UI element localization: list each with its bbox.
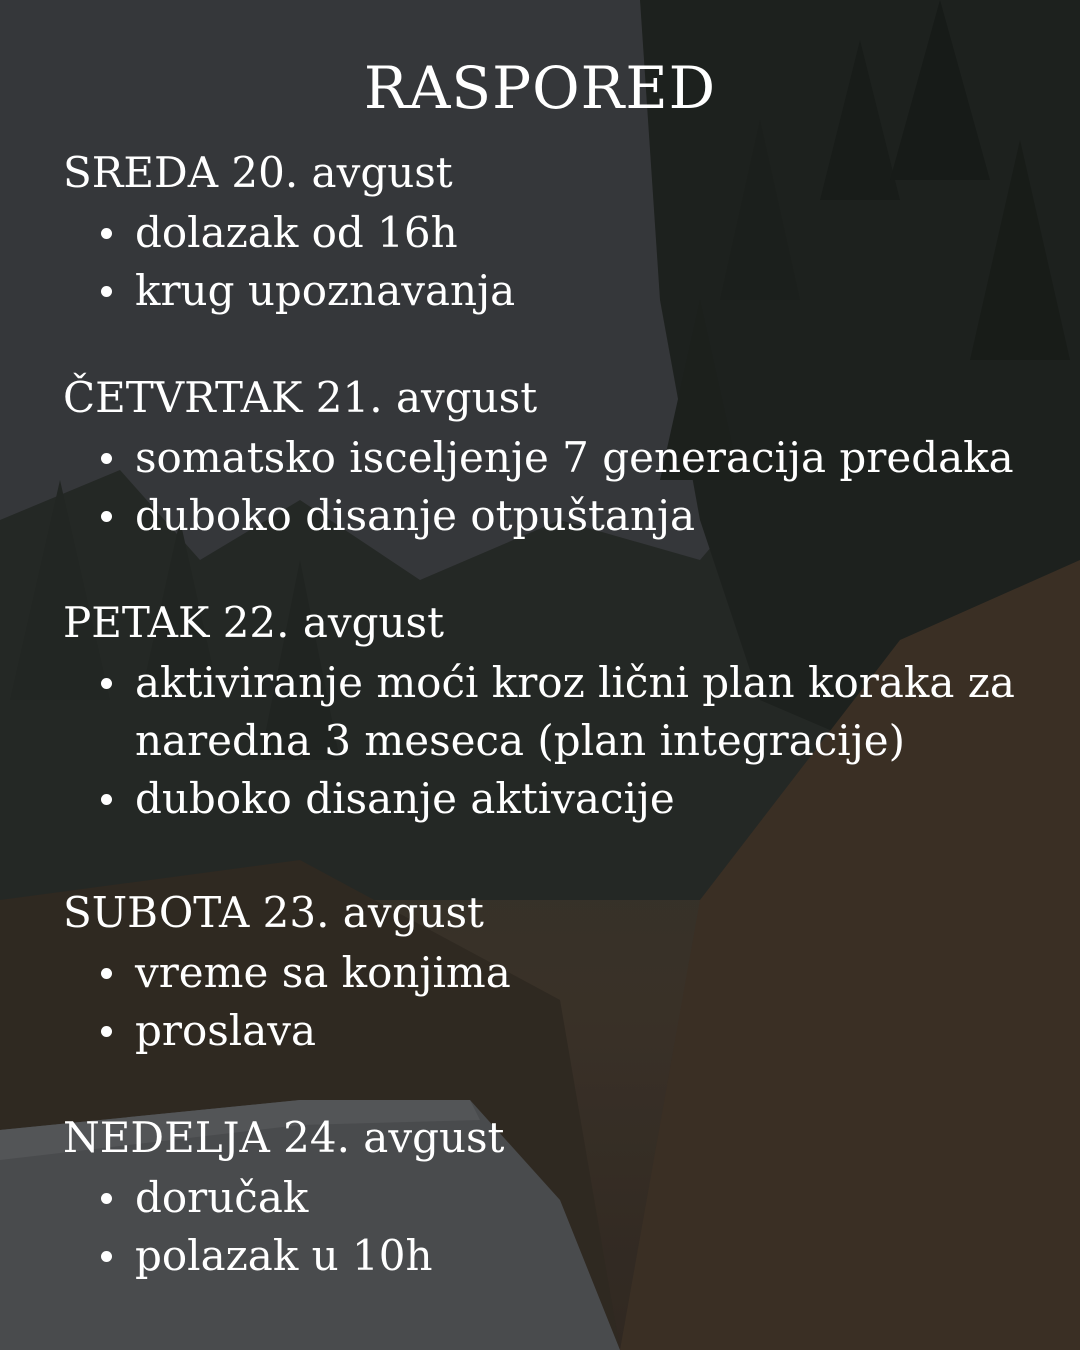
day-heading: NEDELJA 24. avgust <box>63 1113 505 1162</box>
day-section-subota <box>63 888 1023 1060</box>
day-section-petak <box>63 598 1023 828</box>
day-heading: PETAK 22. avgust <box>63 598 444 647</box>
day-heading: SUBOTA 23. avgust <box>63 888 484 937</box>
day-heading: SREDA 20. avgust <box>63 148 453 197</box>
activity-list <box>63 654 1023 828</box>
day-section-nedelja <box>63 1113 1023 1285</box>
list-item: proslava <box>63 1002 1023 1060</box>
day-heading: ČETVRTAK 21. avgust <box>63 373 538 422</box>
activity-list <box>63 429 1023 545</box>
list-item: vreme sa konjima <box>63 944 1023 1002</box>
list-item: aktiviranje moći kroz lični plan koraka za naredna 3 meseca (plan integracije) <box>63 654 1023 770</box>
list-item: dolazak od 16h <box>63 204 1023 262</box>
list-item: doručak <box>63 1169 1023 1227</box>
activity-list <box>63 1169 1023 1285</box>
list-item: duboko disanje aktivacije <box>63 770 1023 828</box>
list-item: duboko disanje otpuštanja <box>63 487 1023 545</box>
page-title: RASPORED <box>363 54 717 122</box>
day-section-cetvrtak <box>63 373 1023 545</box>
list-item: polazak u 10h <box>63 1227 1023 1285</box>
day-section-sreda <box>63 148 1023 320</box>
activity-list <box>63 944 1023 1060</box>
activity-list <box>63 204 1023 320</box>
list-item: krug upoznavanja <box>63 262 1023 320</box>
list-item: somatsko isceljenje 7 generacija predaka <box>63 429 1023 487</box>
